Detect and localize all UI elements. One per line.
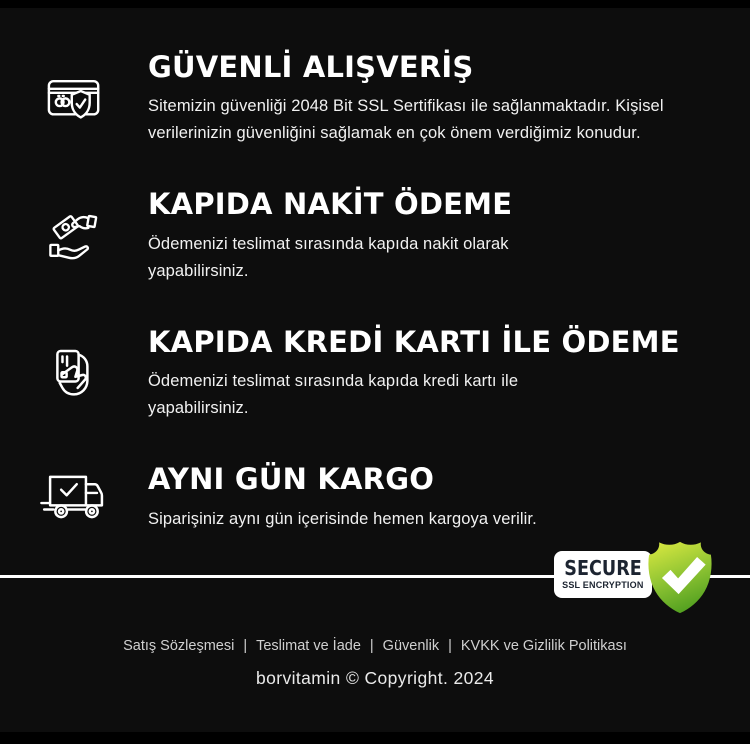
card-shield-icon — [0, 74, 148, 126]
feature-title: AYNI GÜN KARGO — [148, 462, 435, 497]
cash-payment-hands-icon — [0, 209, 148, 265]
feature-secure-shopping — [0, 52, 750, 147]
feature-cash-on-delivery — [0, 189, 750, 284]
feature-title: GÜVENLİ ALIŞVERİŞ — [148, 50, 474, 84]
credit-card-hand-icon — [0, 347, 148, 403]
feature-title: KAPIDA KREDİ KARTI İLE ÖDEME — [148, 324, 680, 359]
feature-title: KAPIDA NAKİT ÖDEME — [148, 187, 513, 222]
delivery-truck-icon — [0, 472, 148, 524]
features-panel — [0, 8, 750, 732]
ssl-secure-badge — [554, 538, 718, 616]
feature-same-day-shipping — [0, 464, 750, 532]
link-sales-agreement[interactable]: Satış Sözleşmesi — [123, 637, 235, 654]
shield-check-icon — [642, 538, 718, 616]
link-separator: | — [448, 637, 452, 654]
ssl-badge-label — [554, 551, 652, 598]
ssl-badge-title: SECURE — [564, 555, 642, 580]
feature-description: Ödemenizi teslimat sırasında kapıda kredi kartı ile yapabilirsiniz. — [148, 372, 519, 418]
footer-links — [0, 638, 750, 654]
link-separator: | — [243, 637, 248, 654]
feature-description: Siparişiniz aynı gün içerisinde hemen kargoya verilir. — [148, 509, 537, 528]
feature-description: Sitemizin güvenliği 2048 Bit SSL Sertifikası ile sağlanmaktadır. Kişisel verilerinizin güvenliğini sağlamak en çok önem verdiğimiz konudur. — [148, 97, 664, 143]
link-security[interactable]: Güvenlik — [382, 637, 440, 654]
link-delivery-returns[interactable]: Teslimat ve İade — [256, 637, 361, 654]
feature-description: Ödemenizi teslimat sırasında kapıda nakit olarak yapabilirsiniz. — [148, 234, 509, 280]
link-kvkk-privacy-policy[interactable]: KVKK ve Gizlilik Politikası — [460, 637, 627, 654]
copyright-text: borvitamin © Copyright. 2024 — [255, 667, 495, 688]
footer — [0, 638, 750, 689]
link-separator: | — [369, 637, 374, 654]
divider-line — [0, 555, 750, 591]
ssl-badge-subtitle: SSL ENCRYPTION — [562, 579, 644, 591]
feature-card-on-delivery — [0, 324, 750, 422]
